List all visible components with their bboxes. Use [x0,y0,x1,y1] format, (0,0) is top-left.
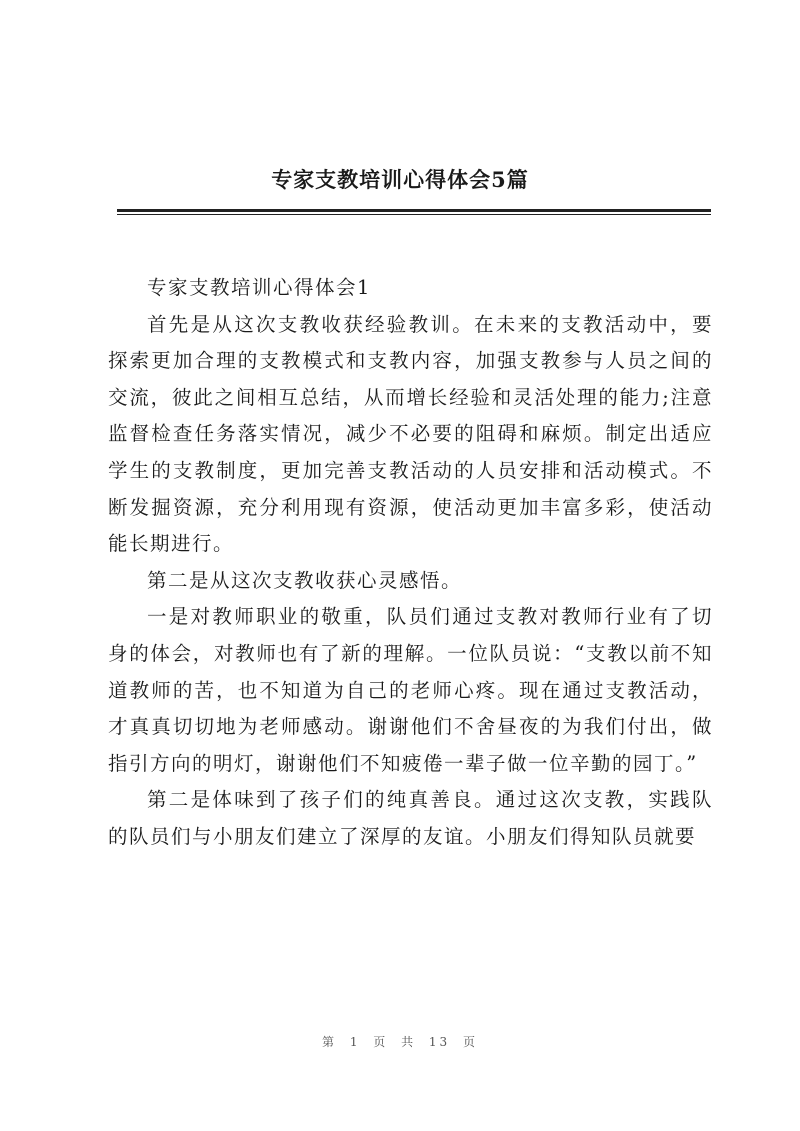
page-footer: 第 1 页 共 13 页 [322,1035,478,1049]
paragraph: 首先是从这次支教收获经验教训。在未来的支教活动中，要探索更加合理的支教模式和支教内容，加强支教参与人员之间的交流，彼此之间相互总结，从而增长经验和灵活处理的能力;注意监督检查任务落实情况，减少不必要的阻碍和麻烦。制定出适应学生的支教制度，更加完善支教活动的人员安排和活动模式。不断发掘资源，充分利用现有资源，使活动更加丰富多彩，使活动能长期进行。 [108,312,713,556]
paragraph: 第二是体味到了孩子们的纯真善良。通过这次支教，实践队的队员们与小朋友们建立了深厚的友谊。小朋友们得知队员就要 [108,788,713,848]
paragraph: 第二是从这次支教收获心灵感悟。 [147,568,463,592]
title-divider [117,209,711,212]
section-heading: 专家支教培训心得体会1 [147,276,371,299]
paragraph: 一是对教师职业的敬重，队员们通过支教对教师行业有了切身的体会，对教师也有了新的理解。一位队员说：“支教以前不知道教师的苦，也不知道为自己的老师心疼。现在通过支教活动，才真真切切地为老师感动。谢谢他们不舍昼夜的为我们付出，做指引方向的明灯，谢谢他们不知疲倦一辈子做一位辛勤的园丁。” [108,605,713,775]
document-title: 专家支教培训心得体会5篇 [271,167,529,192]
document-body [108,270,713,856]
title-divider-thin [117,214,711,215]
